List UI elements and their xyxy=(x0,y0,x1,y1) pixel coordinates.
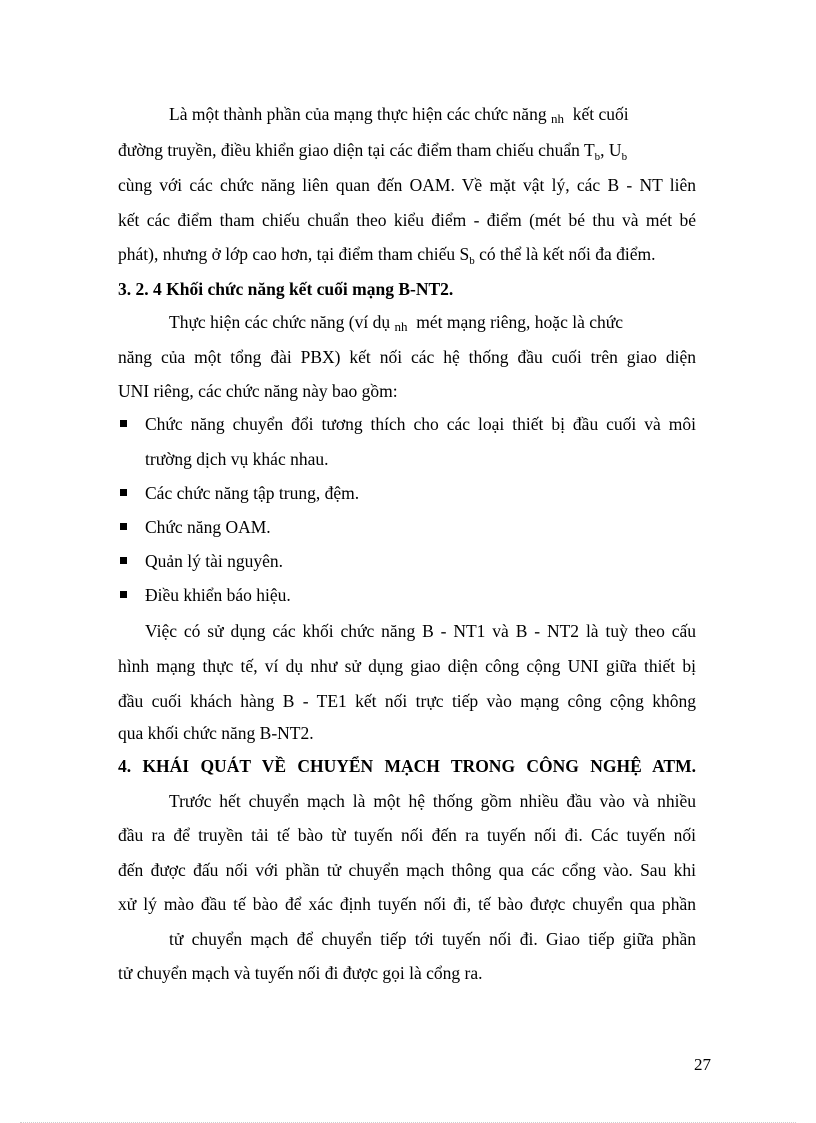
bullet-item-continuation: trường dịch vụ khác nhau. xyxy=(145,449,329,469)
para2-line2: năng của một tổng đài PBX) kết nối các hệ thống đầu cuối trên giao diện xyxy=(118,347,696,367)
para4-line2: đầu ra để truyền tải tế bào từ tuyến nối đến ra tuyến nối đi. Các tuyến nối xyxy=(118,825,696,845)
page-number: 27 xyxy=(694,1055,711,1074)
bullet-icon xyxy=(120,591,127,598)
para4-line5: tử chuyển mạch để chuyển tiếp tới tuyến nối đi. Giao tiếp giữa phần xyxy=(169,929,696,949)
section-heading-4: 4. KHÁI QUÁT VỀ CHUYỂN MẠCH TRONG CÔNG NGHỆ ATM. xyxy=(118,756,696,776)
bullet-item: Chức năng OAM. xyxy=(145,517,271,537)
bullet-icon xyxy=(120,557,127,564)
para3-line3: đầu cuối khách hàng B - TE1 kết nối trực tiếp vào mạng công cộng không xyxy=(118,691,696,711)
para4-line1: Trước hết chuyển mạch là một hệ thống gồm nhiều đầu vào và nhiều xyxy=(169,791,696,811)
bullet-item: Các chức năng tập trung, đệm. xyxy=(145,483,360,503)
para1-line1: Là một thành phần của mạng thực hiện các chức năng nh kết cuối xyxy=(169,104,629,126)
para4-line4: xử lý mào đầu tế bào để xác định tuyến nối đi, tế bào được chuyển qua phần xyxy=(118,894,696,914)
bullet-icon xyxy=(120,523,127,530)
para1-line4: kết các điểm tham chiếu chuẩn theo kiểu điểm - điểm (mét bé thu và mét bé xyxy=(118,210,696,230)
para1-line5: phát), nhưng ở lớp cao hơn, tại điểm tham chiếu $S_b$ có thể là kết nối đa điểm. xyxy=(118,244,656,267)
bullet-item: Chức năng chuyển đổi tương thích cho các loại thiết bị đầu cuối và môi xyxy=(145,414,696,434)
bullet-icon xyxy=(120,489,127,496)
para3-line1: Việc có sử dụng các khối chức năng B - NT1 và B - NT2 là tuỳ theo cấu xyxy=(145,621,696,641)
bullet-item: Quản lý tài nguyên. xyxy=(145,551,284,571)
section-heading-3-2-4: 3. 2. 4 Khối chức năng kết cuối mạng B-NT2. xyxy=(118,279,454,299)
para4-line3: đến được đấu nối với phần tử chuyển mạch thông qua các cổng vào. Sau khi xyxy=(118,860,696,880)
para3-line2: hình mạng thực tế, ví dụ như sử dụng giao diện công cộng UNI giữa thiết bị xyxy=(118,656,696,676)
para4-line6: tử chuyển mạch và tuyến nối đi được gọi là cổng ra. xyxy=(118,963,483,983)
para3-line4: qua khối chức năng B-NT2. xyxy=(118,723,314,743)
bullet-icon xyxy=(120,420,127,427)
para1-line3: cùng với các chức năng liên quan đến OAM. Về mặt vật lý, các B - NT liên xyxy=(118,175,696,195)
para2-line3: UNI riêng, các chức năng này bao gồm: xyxy=(118,381,398,401)
para2-line1: Thực hiện các chức năng (ví dụ nh mét mạng riêng, hoặc là chức xyxy=(169,312,623,334)
bullet-item: Điều khiển báo hiệu. xyxy=(145,585,291,605)
para1-line2: đường truyền, điều khiển giao diện tại các điểm tham chiếu chuẩn $T_b$, $U_b$ xyxy=(118,140,628,163)
